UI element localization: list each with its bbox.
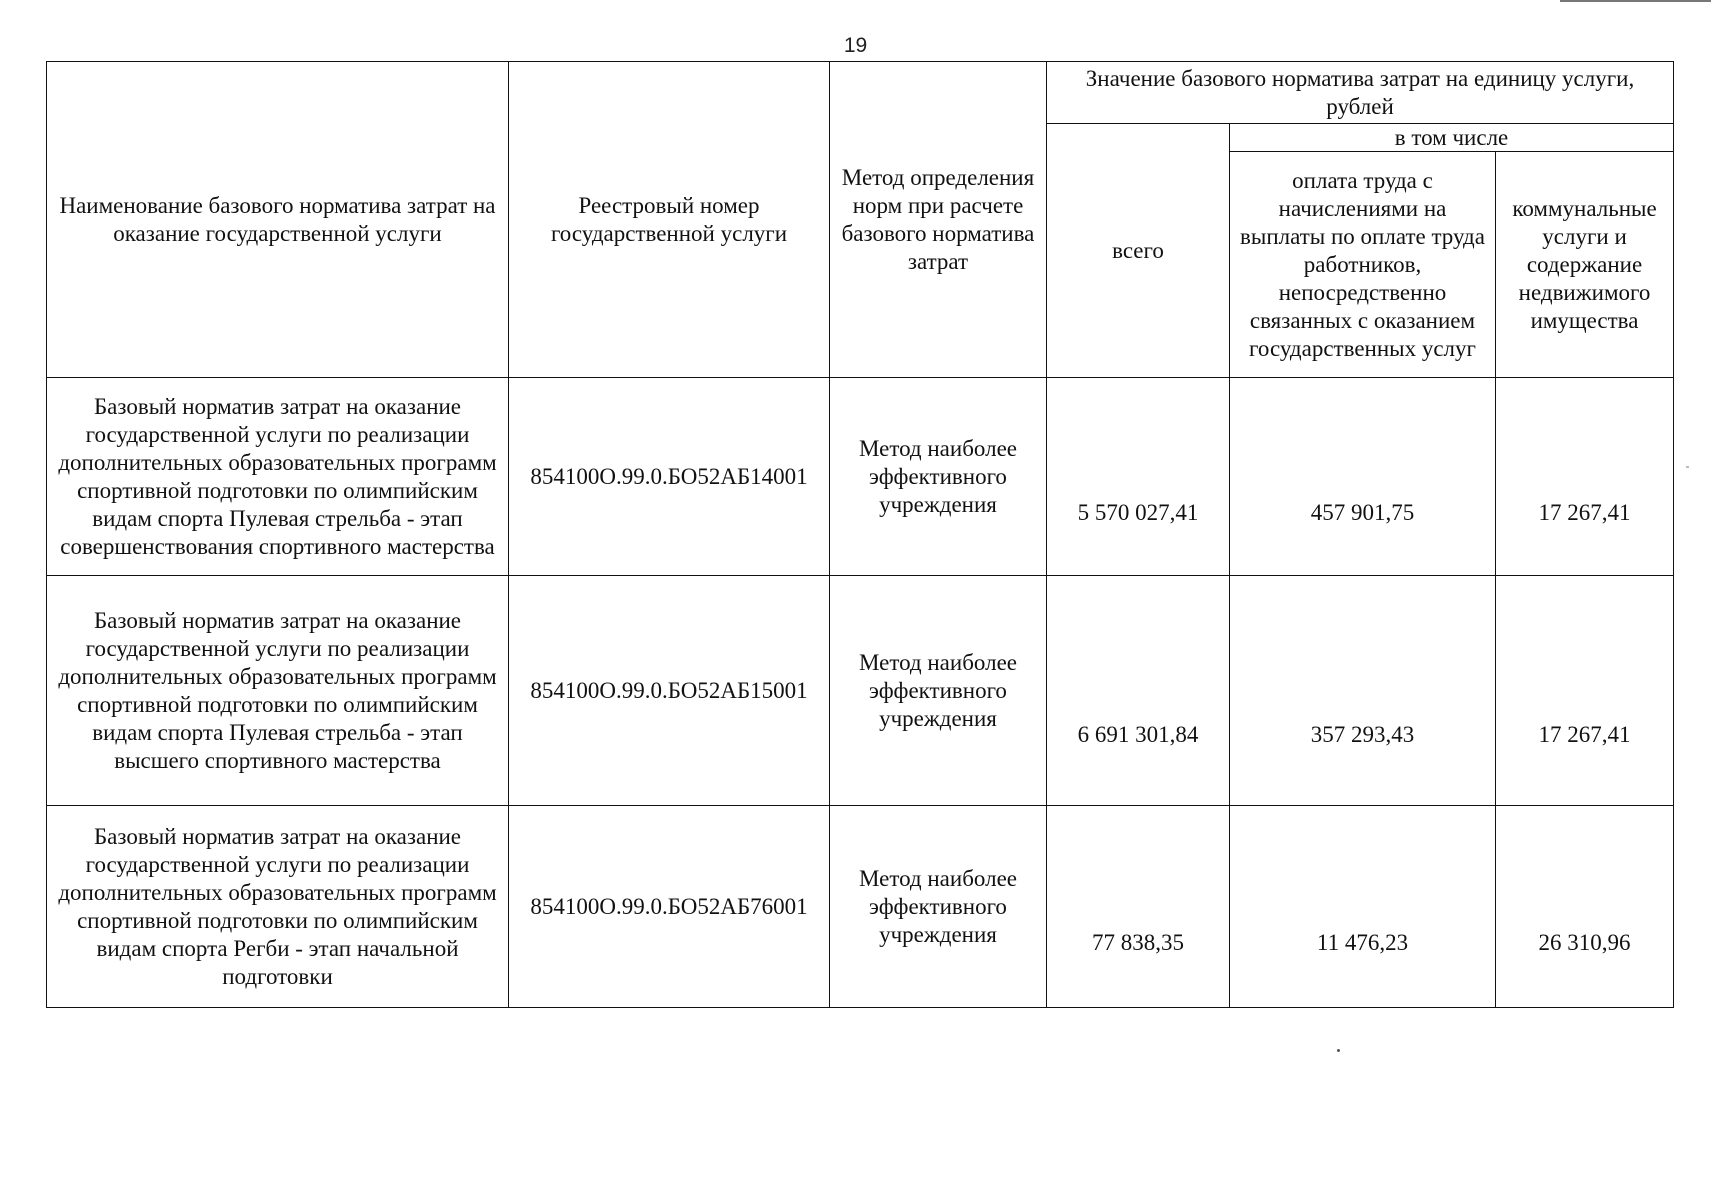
page-number: 19 — [843, 34, 868, 57]
cell-salary-value: 457 901,75 — [1310, 499, 1415, 525]
cell-salary-value: 11 476,23 — [1316, 929, 1409, 955]
table-row — [47, 378, 1674, 576]
cell-method: Метод наиболее эффективного учреждения — [830, 576, 1047, 806]
header-total: всего — [1047, 124, 1230, 378]
cell-total-value: 77 838,35 — [1092, 929, 1184, 955]
cell-registry-number: 854100О.99.0.БО52АБ14001 — [509, 378, 830, 576]
cell-salary — [1230, 806, 1496, 1008]
cell-utilities-value: 17 267,41 — [1538, 499, 1631, 525]
header-row-1 — [47, 62, 1674, 124]
table-row — [47, 806, 1674, 1008]
cell-total — [1047, 576, 1230, 806]
header-name: Наименование базового норматива затрат на оказание государственной услуги — [47, 62, 509, 378]
norms-table — [46, 61, 1674, 1008]
cell-total — [1047, 806, 1230, 1008]
cell-utilities-value: 26 310,96 — [1538, 929, 1631, 955]
cell-method: Метод наиболее эффективного учреждения — [830, 806, 1047, 1008]
cell-total-value: 5 570 027,41 — [1077, 499, 1199, 525]
cell-name: Базовый норматив затрат на оказание государственной услуги по реализации дополнительных образовательных программ спортивной подготовки по олимпийским видам спорта Регби - этап начальной подготовки — [47, 806, 509, 1008]
header-registry-number: Реестровый номер государственной услуги — [509, 62, 830, 378]
scan-speck — [1686, 466, 1689, 468]
header-method: Метод определения норм при расчете базового норматива затрат — [830, 62, 1047, 378]
cell-utilities — [1496, 576, 1674, 806]
header-value-group: Значение базового норматива затрат на единицу услуги, рублей — [1047, 62, 1674, 124]
cell-utilities-value: 17 267,41 — [1538, 721, 1631, 747]
scan-edge-line — [1560, 0, 1711, 2]
cell-name: Базовый норматив затрат на оказание государственной услуги по реализации дополнительных образовательных программ спортивной подготовки по олимпийским видам спорта Пулевая стрельба - этап совершенствования спортивного мастерства — [47, 378, 509, 576]
cell-total — [1047, 378, 1230, 576]
cell-utilities — [1496, 806, 1674, 1008]
cell-salary — [1230, 576, 1496, 806]
cell-registry-number: 854100О.99.0.БО52АБ15001 — [509, 576, 830, 806]
cell-salary-value: 357 293,43 — [1310, 721, 1415, 747]
header-including-group: в том числе — [1230, 124, 1674, 152]
scan-speck — [1337, 1049, 1340, 1052]
cell-method: Метод наиболее эффективного учреждения — [830, 378, 1047, 576]
header-salary: оплата труда с начислениями на выплаты по оплате труда работников, непосредственно связанных с оказанием государственных услуг — [1230, 152, 1496, 378]
cell-utilities — [1496, 378, 1674, 576]
header-utilities: коммунальные услуги и содержание недвижимого имущества — [1496, 152, 1674, 378]
table-row — [47, 576, 1674, 806]
cell-salary — [1230, 378, 1496, 576]
cell-name: Базовый норматив затрат на оказание государственной услуги по реализации дополнительных образовательных программ спортивной подготовки по олимпийским видам спорта Пулевая стрельба - этап высшего спортивного мастерства — [47, 576, 509, 806]
cell-total-value: 6 691 301,84 — [1077, 721, 1199, 747]
cell-registry-number: 854100О.99.0.БО52АБ76001 — [509, 806, 830, 1008]
